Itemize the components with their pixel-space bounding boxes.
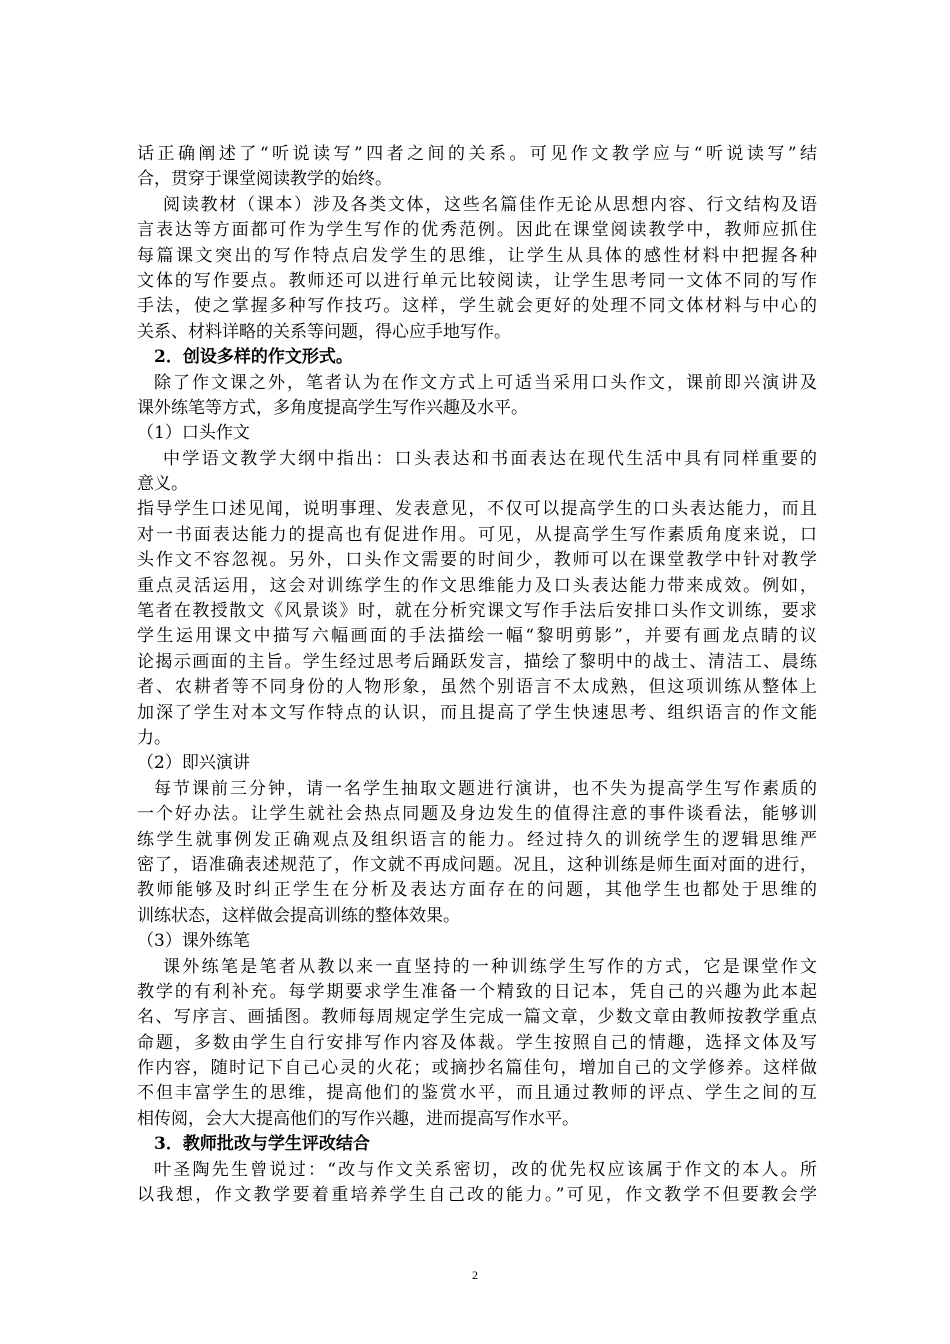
- text-line: 叶圣陶先生曾说过：“改与作文关系密切，改的优先权应该属于作文的本人。所: [154, 1159, 817, 1180]
- section-heading: 2．创设多样的作文形式。: [154, 347, 353, 368]
- text-line: 密了，语准确表述规范了，作文就不再成问题。况且，这种训练是师生面对面的进行，: [137, 854, 817, 875]
- subsection-heading: （2）即兴演讲: [137, 753, 250, 774]
- text-line: 文体的写作要点。教师还可以进行单元比较阅读，让学生思考同一文体不同的写作: [137, 270, 817, 291]
- text-line: 作内容，随时记下自己心灵的火花；或摘抄名篇佳句，增加自己的文学修养。这样做: [137, 1058, 817, 1079]
- text-line: 练学生就事例发正确观点及组织语言的能力。经过持久的训统学生的逻辑思维严: [137, 829, 817, 850]
- text-line: 除了作文课之外，笔者认为在作文方式上可适当采用口头作文，课前即兴演讲及: [154, 372, 817, 393]
- text-line: 以我想，作文教学要着重培养学生自己改的能力。”可见，作文教学不但要教会学: [137, 1185, 817, 1206]
- subsection-heading: （1）口头作文: [137, 423, 250, 444]
- text-line: 不但丰富学生的思维，提高他们的鉴赏水平，而且通过教师的评点、学生之间的互: [137, 1083, 817, 1104]
- text-line: 教师能够及时纠正学生在分析及表达方面存在的问题，其他学生也都处于思维的: [137, 880, 817, 901]
- text-line: 头作文不容忽视。另外，口头作文需要的时间少，教师可以在课堂教学中针对教学: [137, 550, 817, 571]
- text-line: 每节课前三分钟，请一名学生抽取文题进行演讲，也不失为提高学生写作素质的: [154, 778, 817, 799]
- text-line: 课外练笔是笔者从教以来一直坚持的一种训练学生写作的方式，它是课堂作文: [163, 956, 817, 977]
- text-line: 中学语文教学大纲中指出：口头表达和书面表达在现代生活中具有同样重要的: [163, 448, 817, 469]
- document-body: [137, 142, 817, 1208]
- text-line: 一个好办法。让学生就社会热点同题及身边发生的值得注意的事件谈看法，能够训: [137, 804, 817, 825]
- text-line: 话正确阐述了“听说读写”四者之间的关系。可见作文教学应与“听说读写”结: [137, 144, 817, 164]
- text-line: 相传阅，会大大提高他们的写作兴趣，进而提高写作水平。: [137, 1108, 579, 1129]
- text-line: 训练状态，这样做会提高训练的整体效果。: [137, 905, 460, 926]
- page-number: 2: [472, 1268, 478, 1282]
- text-line: 指导学生口述见闻，说明事理、发表意见，不仅可以提高学生的口头表达能力，而且: [137, 499, 817, 520]
- text-line: 阅读教材（课本）涉及各类文体，这些名篇佳作无论从思想内容、行文结构及语: [163, 194, 817, 215]
- text-line: 力。: [137, 727, 171, 748]
- text-line: 教学的有利补充。每学期要求学生准备一个精致的日记本，凭自己的兴趣为此本起: [137, 981, 817, 1002]
- text-line: 命题，多数由学生自行安排写作内容及体裁。学生按照自己的情趣，选择文体及写: [137, 1032, 817, 1053]
- text-line: 重点灵活运用，这会对训练学生的作文思维能力及口头表达能力带来成效。例如，: [137, 575, 817, 596]
- section-heading: 3．教师批改与学生评改结合: [154, 1134, 370, 1155]
- text-line: 每篇课文突出的写作特点启发学生的思维，让学生从具体的感性材料中把握各种: [137, 245, 817, 266]
- text-line: 合，贯穿于课堂阅读教学的始终。: [137, 169, 392, 190]
- text-line: 学生运用课文中描写六幅画面的手法描绘一幅“黎明剪影”，并要有画龙点睛的议: [137, 626, 817, 647]
- text-line: 对一书面表达能力的提高也有促进作用。可见，从提高学生写作素质角度来说，口: [137, 524, 817, 545]
- text-line: 笔者在教授散文《风景谈》时，就在分析究课文写作手法后安排口头作文训练，要求: [137, 601, 817, 622]
- text-line: 意义。: [137, 474, 188, 495]
- text-line: 加深了学生对本文写作特点的认识，而且提高了学生快速思考、组织语言的作文能: [137, 702, 817, 723]
- text-line: 手法，使之掌握多种写作技巧。这样，学生就会更好的处理不同文体材料与中心的: [137, 296, 817, 317]
- text-line: 关系、材料详略的关系等问题，得心应手地写作。: [137, 321, 511, 342]
- subsection-heading: （3）课外练笔: [137, 931, 250, 952]
- text-line: 名、写序言、画插图。教师每周规定学生完成一篇文章，少数文章由教师按教学重点: [137, 1007, 817, 1028]
- text-line: 者、农耕者等不同身份的人物形象，虽然个别语言不太成熟，但这项训练从整体上: [137, 677, 817, 698]
- text-line: 言表达等方面都可作为学生写作的优秀范例。因此在课堂阅读教学中，教师应抓住: [137, 220, 817, 241]
- text-line: 论揭示画面的主旨。学生经过思考后踊跃发言，描绘了黎明中的战士、清洁工、晨练: [137, 651, 817, 672]
- text-line: 课外练笔等方式，多角度提高学生写作兴趣及水平。: [137, 397, 528, 418]
